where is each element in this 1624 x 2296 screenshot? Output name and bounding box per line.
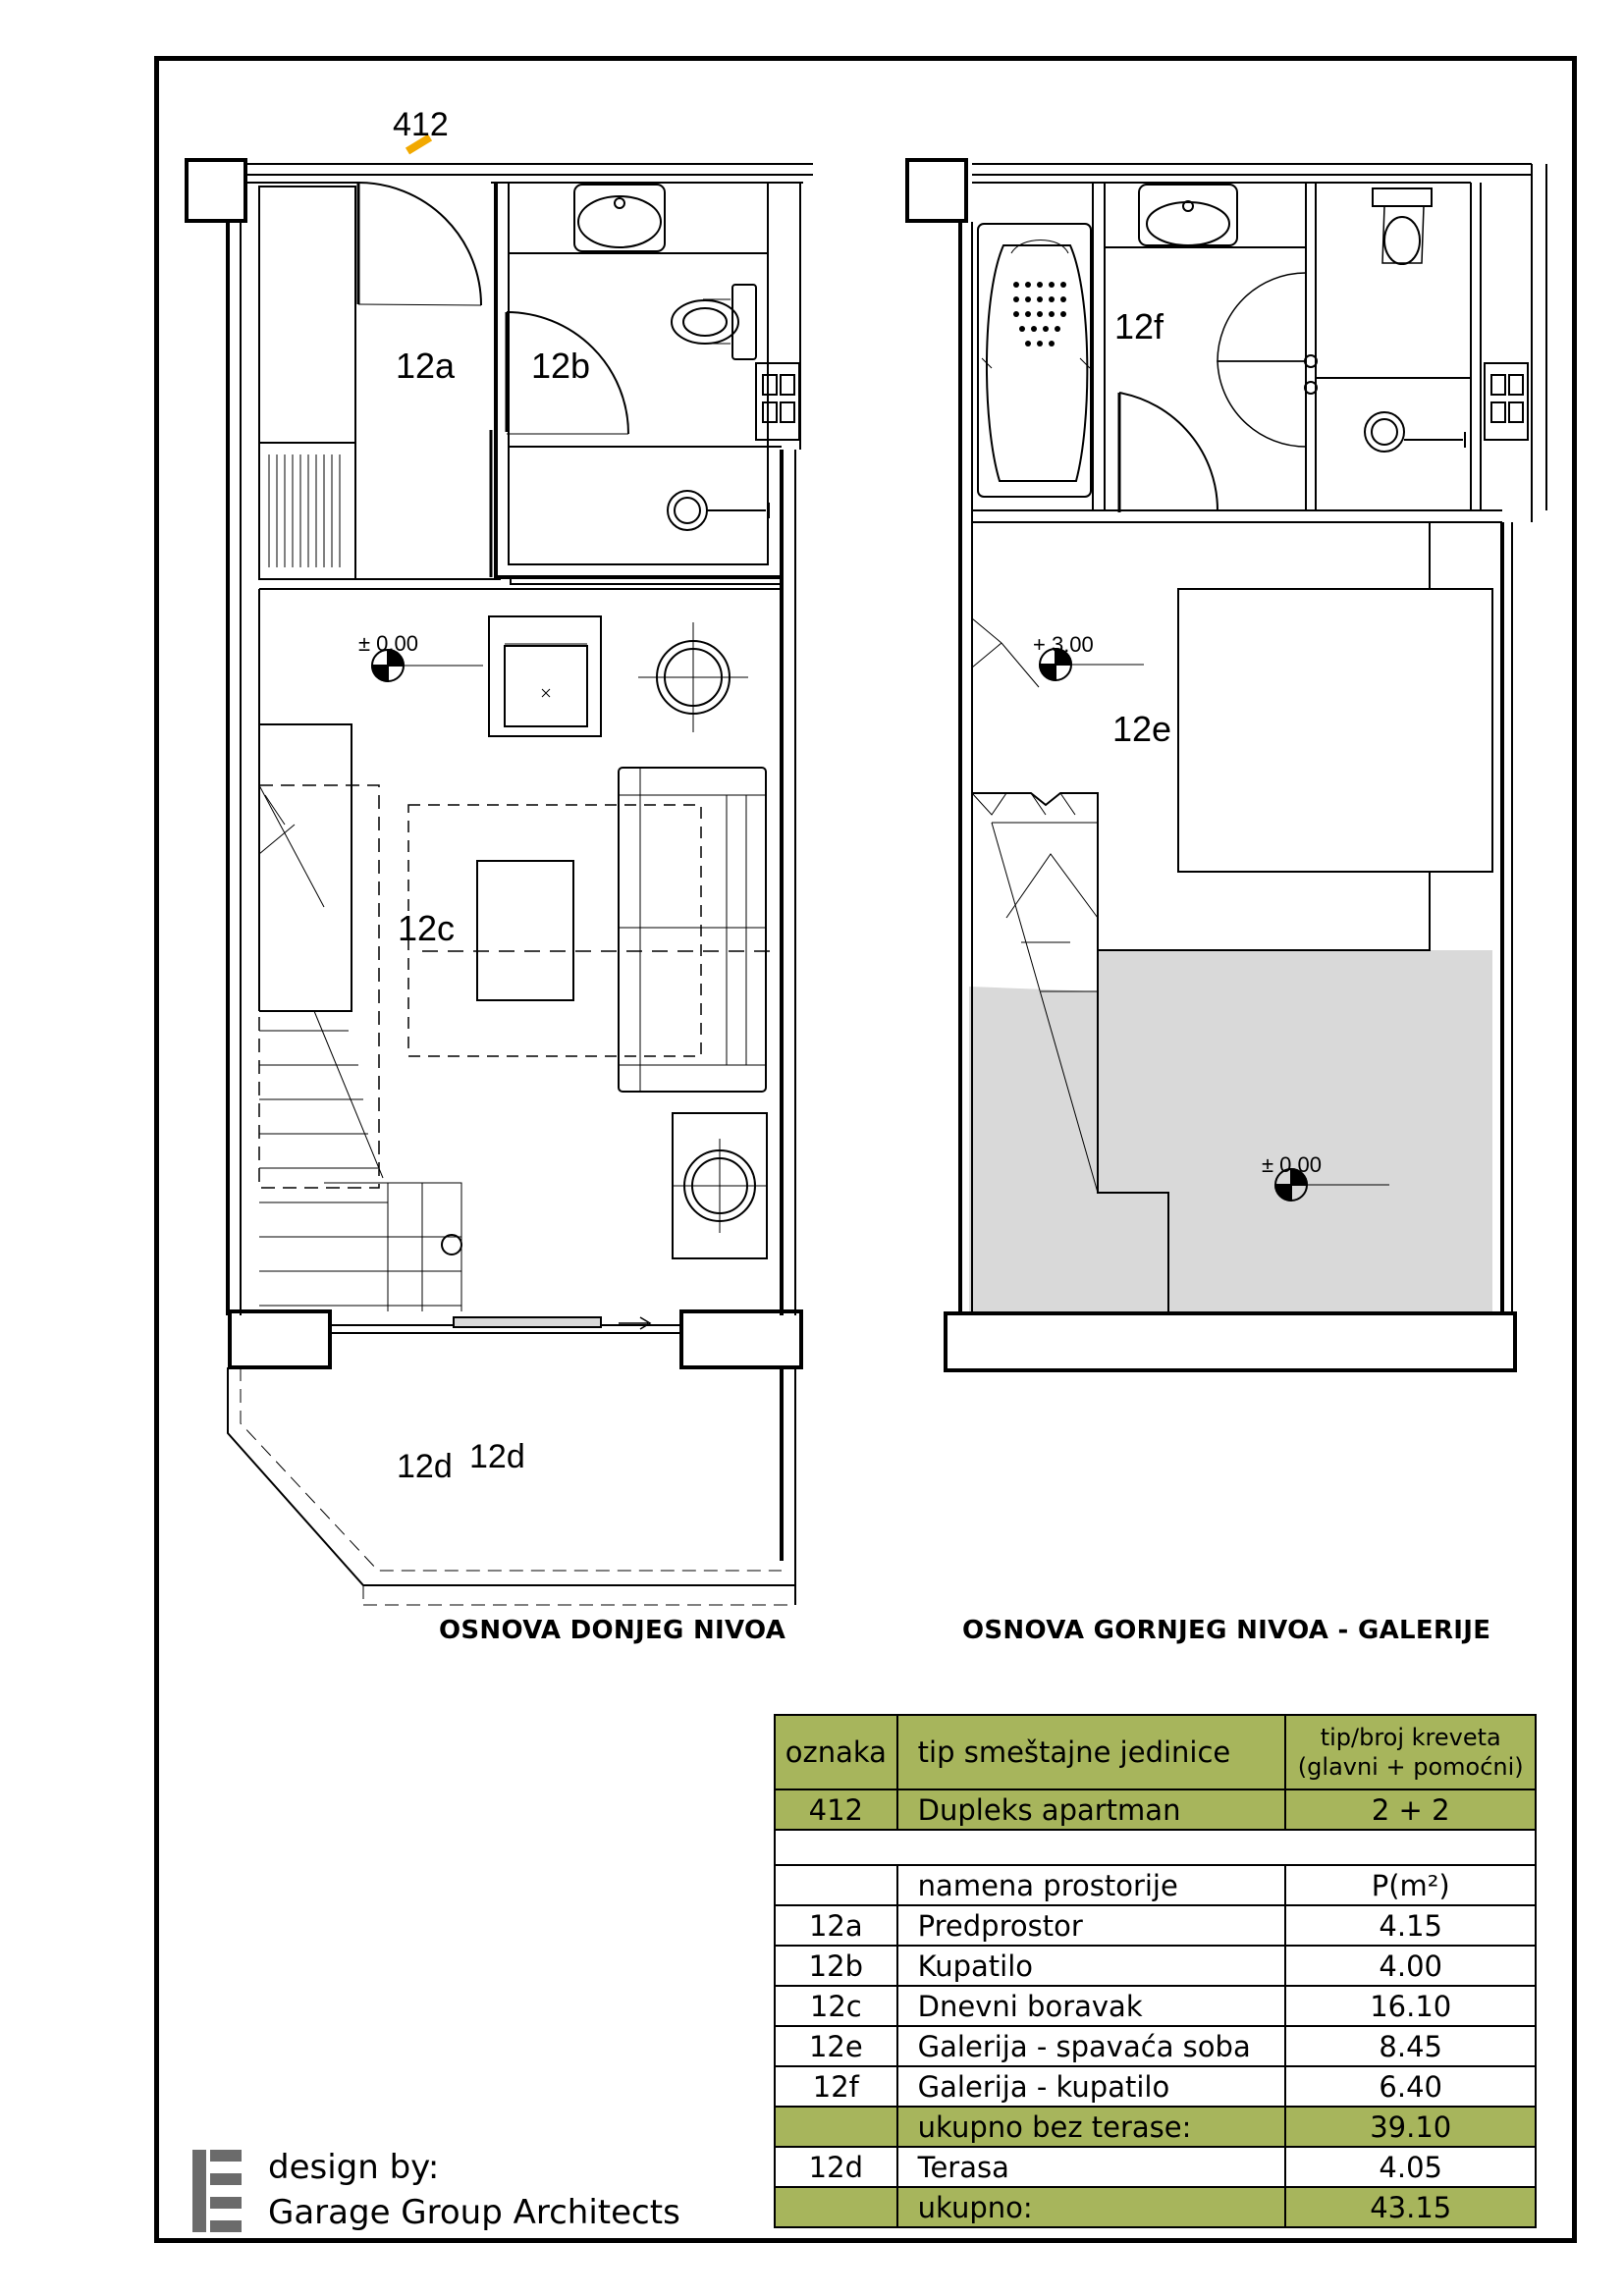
total-area: 43.15 [1285,2187,1536,2227]
table-row [775,1946,1536,1986]
header-beds-line1: tip/broj kreveta [1320,1724,1501,1751]
room-label-12e: 12e [1112,709,1172,749]
upper-level-plan [907,160,1546,1370]
table-spacer-row [775,1830,1536,1865]
room-label-12a: 12a [396,346,456,386]
upper-plan-title: OSNOVA GORNJEG NIVOA - GALERIJE [962,1616,1491,1645]
room-name: Predprostor [897,1905,1286,1946]
credit-line1: design by: [268,2148,440,2187]
header-beds [1285,1715,1536,1789]
table-row-terrace [775,2147,1536,2187]
lower-level-plan [187,106,813,1605]
subheader-area: P(m²) [1285,1865,1536,1905]
table-row-total [775,2187,1536,2227]
room-label-12b: 12b [531,346,591,386]
terrace-id: 12d [775,2147,897,2187]
room-id: 12c [775,1986,897,2026]
room-label-12c: 12c [398,908,456,948]
room-id: 12b [775,1946,897,1986]
subtotal-label: ukupno bez terase: [897,2107,1286,2147]
table-subheader-row [775,1865,1536,1905]
level-marker-upper: + 3.00 [1033,632,1094,657]
unit-tag: 412 [393,106,449,143]
header-beds-line2: (glavni + pomoćni) [1297,1753,1524,1781]
room-area: 4.00 [1285,1946,1536,1986]
room-name: Galerija - kupatilo [897,2066,1286,2107]
room-area: 6.40 [1285,2066,1536,2107]
room-area: 16.10 [1285,1986,1536,2026]
room-label-12d: 12d [397,1448,453,1485]
room-area: 8.45 [1285,2026,1536,2066]
room-name: Galerija - spavaća soba [897,2026,1286,2066]
unit-type: Dupleks apartman [897,1789,1286,1830]
table-row-subtotal [775,2107,1536,2147]
table-row [775,1986,1536,2026]
table-row [775,2026,1536,2066]
unit-beds: 2 + 2 [1285,1789,1536,1830]
room-label-12f: 12f [1114,306,1164,347]
shower-head-dots [1013,282,1066,347]
room-name: Kupatilo [897,1946,1286,1986]
room-id: 12a [775,1905,897,1946]
level-marker-upper-floor: ± 0.00 [1262,1152,1323,1177]
room-id: 12e [775,2026,897,2066]
credit-line2: Garage Group Architects [268,2193,680,2232]
room-label-12d-dup: 12d [469,1438,525,1475]
unit-id: 412 [775,1789,897,1830]
level-marker-lower: ± 0.00 [358,631,419,656]
header-oznaka: oznaka [775,1715,897,1789]
total-label: ukupno: [897,2187,1286,2227]
radiator [269,454,340,567]
table-header-row [775,1715,1536,1789]
table-row [775,2066,1536,2107]
room-schedule-table [774,1714,1537,2228]
header-tip: tip smeštajne jedinice [897,1715,1286,1789]
room-id: 12f [775,2066,897,2107]
lower-plan-title: OSNOVA DONJEG NIVOA [439,1616,786,1645]
subheader-namena: namena prostorije [897,1865,1286,1905]
table-row [775,1905,1536,1946]
table-row-unit [775,1789,1536,1830]
subtotal-area: 39.10 [1285,2107,1536,2147]
terrace-area: 4.05 [1285,2147,1536,2187]
room-area: 4.15 [1285,1905,1536,1946]
design-credit [268,2145,680,2235]
terrace-name: Terasa [897,2147,1286,2187]
room-name: Dnevni boravak [897,1986,1286,2026]
architect-logo-icon [192,2150,242,2232]
